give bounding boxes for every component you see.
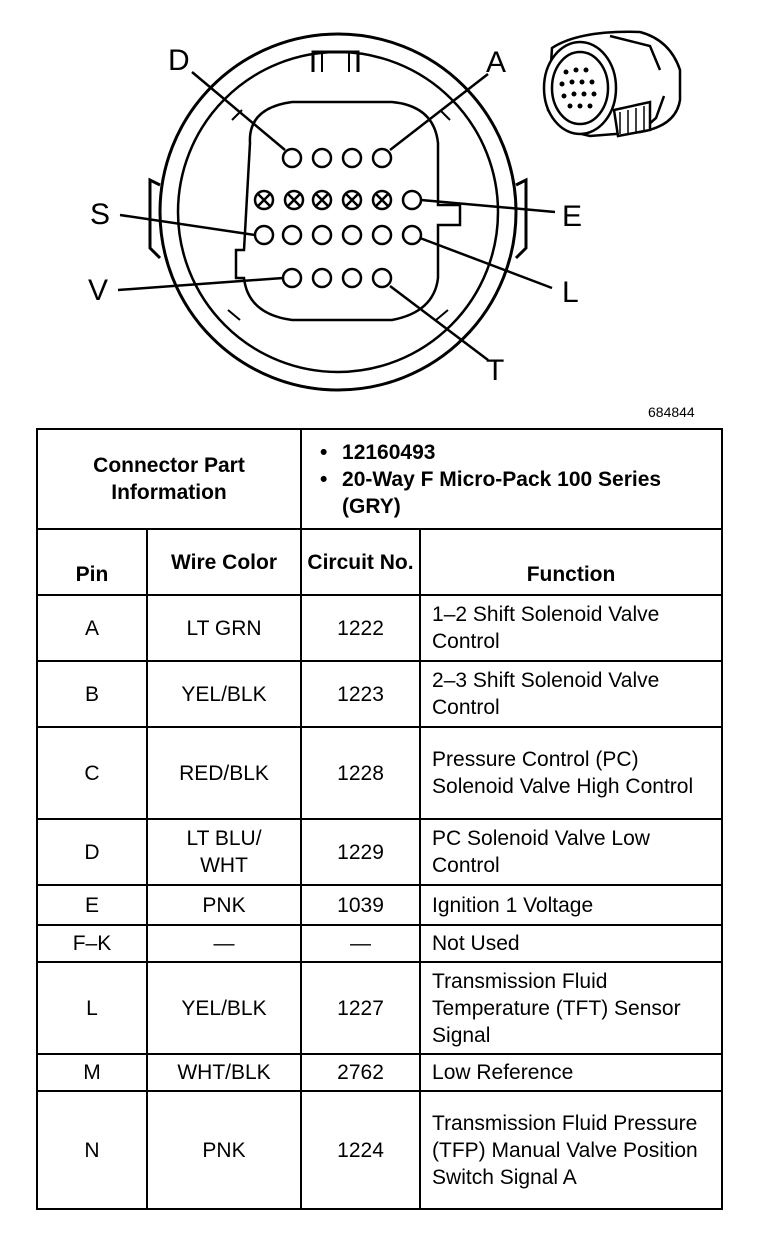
wire-color-cell: RED/BLK — [147, 727, 301, 819]
wire-color-cell: PNK — [147, 1091, 301, 1209]
table-row — [37, 885, 722, 925]
circuit-cell: 1229 — [301, 819, 420, 885]
circuit-cell: 1228 — [301, 727, 420, 819]
circuit-cell: 2762 — [301, 1054, 420, 1091]
connector-outer-ring — [160, 34, 516, 390]
pin-cell: L — [37, 962, 147, 1054]
connector-info-items — [301, 429, 722, 529]
leader-lines — [118, 72, 555, 360]
wire-color-cell: WHT/BLK — [147, 1054, 301, 1091]
circuit-cell: 1039 — [301, 885, 420, 925]
function-cell: Not Used — [420, 925, 722, 962]
table-row — [37, 819, 722, 885]
figure-id: 684844 — [648, 404, 695, 420]
pin-cell: E — [37, 885, 147, 925]
connector-info-row — [37, 429, 722, 529]
circuit-cell: 1223 — [301, 661, 420, 727]
pin-label-v: V — [88, 274, 109, 307]
circuit-cell: 1224 — [301, 1091, 420, 1209]
function-cell: Low Reference — [420, 1054, 722, 1091]
pin-row-2 — [255, 191, 421, 209]
connector-perspective-icon — [544, 32, 680, 136]
function-cell: Ignition 1 Voltage — [420, 885, 722, 925]
pin-cell: F–K — [37, 925, 147, 962]
col-header-function: Function — [420, 529, 722, 595]
pin-label-s: S — [90, 198, 111, 231]
table-row — [37, 925, 722, 962]
col-header-circuit: Circuit No. — [301, 529, 420, 595]
wire-color-cell: LT BLU/ WHT — [147, 819, 301, 885]
pin-cell: D — [37, 819, 147, 885]
connector-description: • 20-Way F Micro-Pack 100 Series (GRY) — [342, 466, 721, 520]
pin-row-4 — [283, 269, 391, 287]
circuit-cell: 1227 — [301, 962, 420, 1054]
pin-cell: C — [37, 727, 147, 819]
connector-info-heading: Connector Part Information — [37, 429, 301, 529]
function-cell: Transmission Fluid Temperature (TFT) Sensor Signal — [420, 962, 722, 1054]
pin-row-3 — [255, 226, 421, 244]
connector-latch — [313, 52, 358, 72]
connector-part-number: • 12160493 — [342, 439, 721, 466]
pin-cell: N — [37, 1091, 147, 1209]
pin-row-1 — [283, 149, 391, 167]
pin-cell: B — [37, 661, 147, 727]
pin-label-l: L — [562, 276, 579, 309]
function-cell: Pressure Control (PC) Solenoid Valve High Control — [420, 727, 722, 819]
function-cell: 2–3 Shift Solenoid Valve Control — [420, 661, 722, 727]
column-header-row — [37, 529, 722, 595]
function-cell: Transmission Fluid Pressure (TFP) Manual Valve Position Switch Signal A — [420, 1091, 722, 1209]
col-header-pin: Pin — [37, 529, 147, 595]
pin-label-d: D — [168, 44, 190, 77]
table-row — [37, 962, 722, 1054]
circuit-cell: 1222 — [301, 595, 420, 661]
wire-color-cell: LT GRN — [147, 595, 301, 661]
pin-cell: A — [37, 595, 147, 661]
table-row — [37, 1091, 722, 1209]
right-flange — [516, 180, 526, 258]
circuit-cell: — — [301, 925, 420, 962]
pin-label-e: E — [562, 200, 583, 233]
function-cell: PC Solenoid Valve Low Control — [420, 819, 722, 885]
table-row — [37, 661, 722, 727]
pin-cell: M — [37, 1054, 147, 1091]
table-row — [37, 727, 722, 819]
pin-label-a: A — [486, 46, 507, 79]
table-row — [37, 595, 722, 661]
col-header-wire-color: Wire Color — [147, 529, 301, 595]
connector-diagram — [0, 0, 768, 400]
pin-label-t: T — [486, 354, 505, 387]
function-cell: 1–2 Shift Solenoid Valve Control — [420, 595, 722, 661]
wire-color-cell: YEL/BLK — [147, 962, 301, 1054]
wire-color-cell: — — [147, 925, 301, 962]
table-row — [37, 1054, 722, 1091]
wire-color-cell: PNK — [147, 885, 301, 925]
wire-color-cell: YEL/BLK — [147, 661, 301, 727]
connector-table — [36, 428, 723, 1210]
